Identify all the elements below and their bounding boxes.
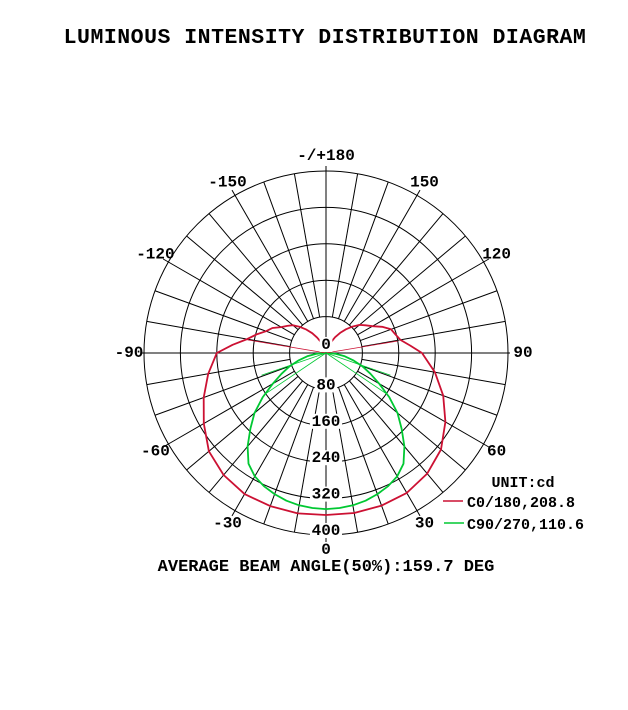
artifact-ray [247, 340, 326, 353]
legend [443, 475, 584, 534]
grid-spoke [232, 385, 308, 516]
angle-label-150: 150 [410, 173, 439, 192]
angle-label--150: -150 [208, 173, 247, 192]
legend-label-c0-180: C0/180,208.8 [467, 495, 576, 512]
angle-label-60: 60 [487, 442, 507, 461]
grid-spoke [362, 359, 505, 384]
ring-label-240: 240 [311, 449, 341, 468]
angle-label-0: 0 [321, 541, 331, 559]
angle-label--120: -120 [136, 245, 175, 264]
grid-spoke [338, 387, 388, 524]
grid-spoke [354, 376, 466, 470]
grid-spoke [155, 291, 292, 341]
grid-spoke [232, 190, 308, 321]
grid-spoke [344, 190, 420, 321]
grid-spoke [362, 321, 505, 346]
angle-label--60: -60 [140, 442, 170, 461]
grid-spoke [294, 174, 319, 317]
ring-label-80: 80 [316, 376, 336, 395]
grid-spoke [209, 214, 303, 326]
angle-label-120: 120 [482, 245, 512, 264]
grid-spoke [147, 359, 290, 384]
ring-label-400: 400 [311, 522, 341, 540]
grid-spoke [264, 182, 314, 319]
angle-label--30: -30 [213, 514, 242, 533]
average-beam-angle-note: AVERAGE BEAM ANGLE(50%):159.7 DEG [157, 558, 495, 577]
grid-spoke [332, 174, 357, 317]
grid-spoke [264, 387, 314, 524]
angle-label-30: 30 [414, 514, 435, 533]
grid-spoke [338, 182, 388, 319]
grid-spoke [147, 321, 290, 346]
ring-label-0: 0 [321, 336, 331, 354]
grid-spoke [187, 236, 299, 330]
page-title: LUMINOUS INTENSITY DISTRIBUTION DIAGRAM [63, 26, 587, 50]
grid-spoke [163, 259, 294, 335]
ring-label-320: 320 [311, 485, 341, 504]
grid-spoke [349, 214, 443, 326]
angle-label-180: -/+180 [297, 147, 355, 165]
grid-spoke [358, 259, 489, 335]
angle-label--90: -90 [114, 344, 144, 362]
ring-label-160: 160 [311, 412, 341, 431]
grid-spoke [360, 291, 497, 341]
legend-unit-label: UNIT:cd [491, 475, 555, 492]
angle-label-90: 90 [513, 344, 533, 362]
grid-spoke [344, 385, 420, 516]
legend-label-c90-270: C90/270,110.6 [467, 517, 585, 534]
grid-spoke [349, 381, 443, 493]
grid-spoke [354, 236, 466, 330]
